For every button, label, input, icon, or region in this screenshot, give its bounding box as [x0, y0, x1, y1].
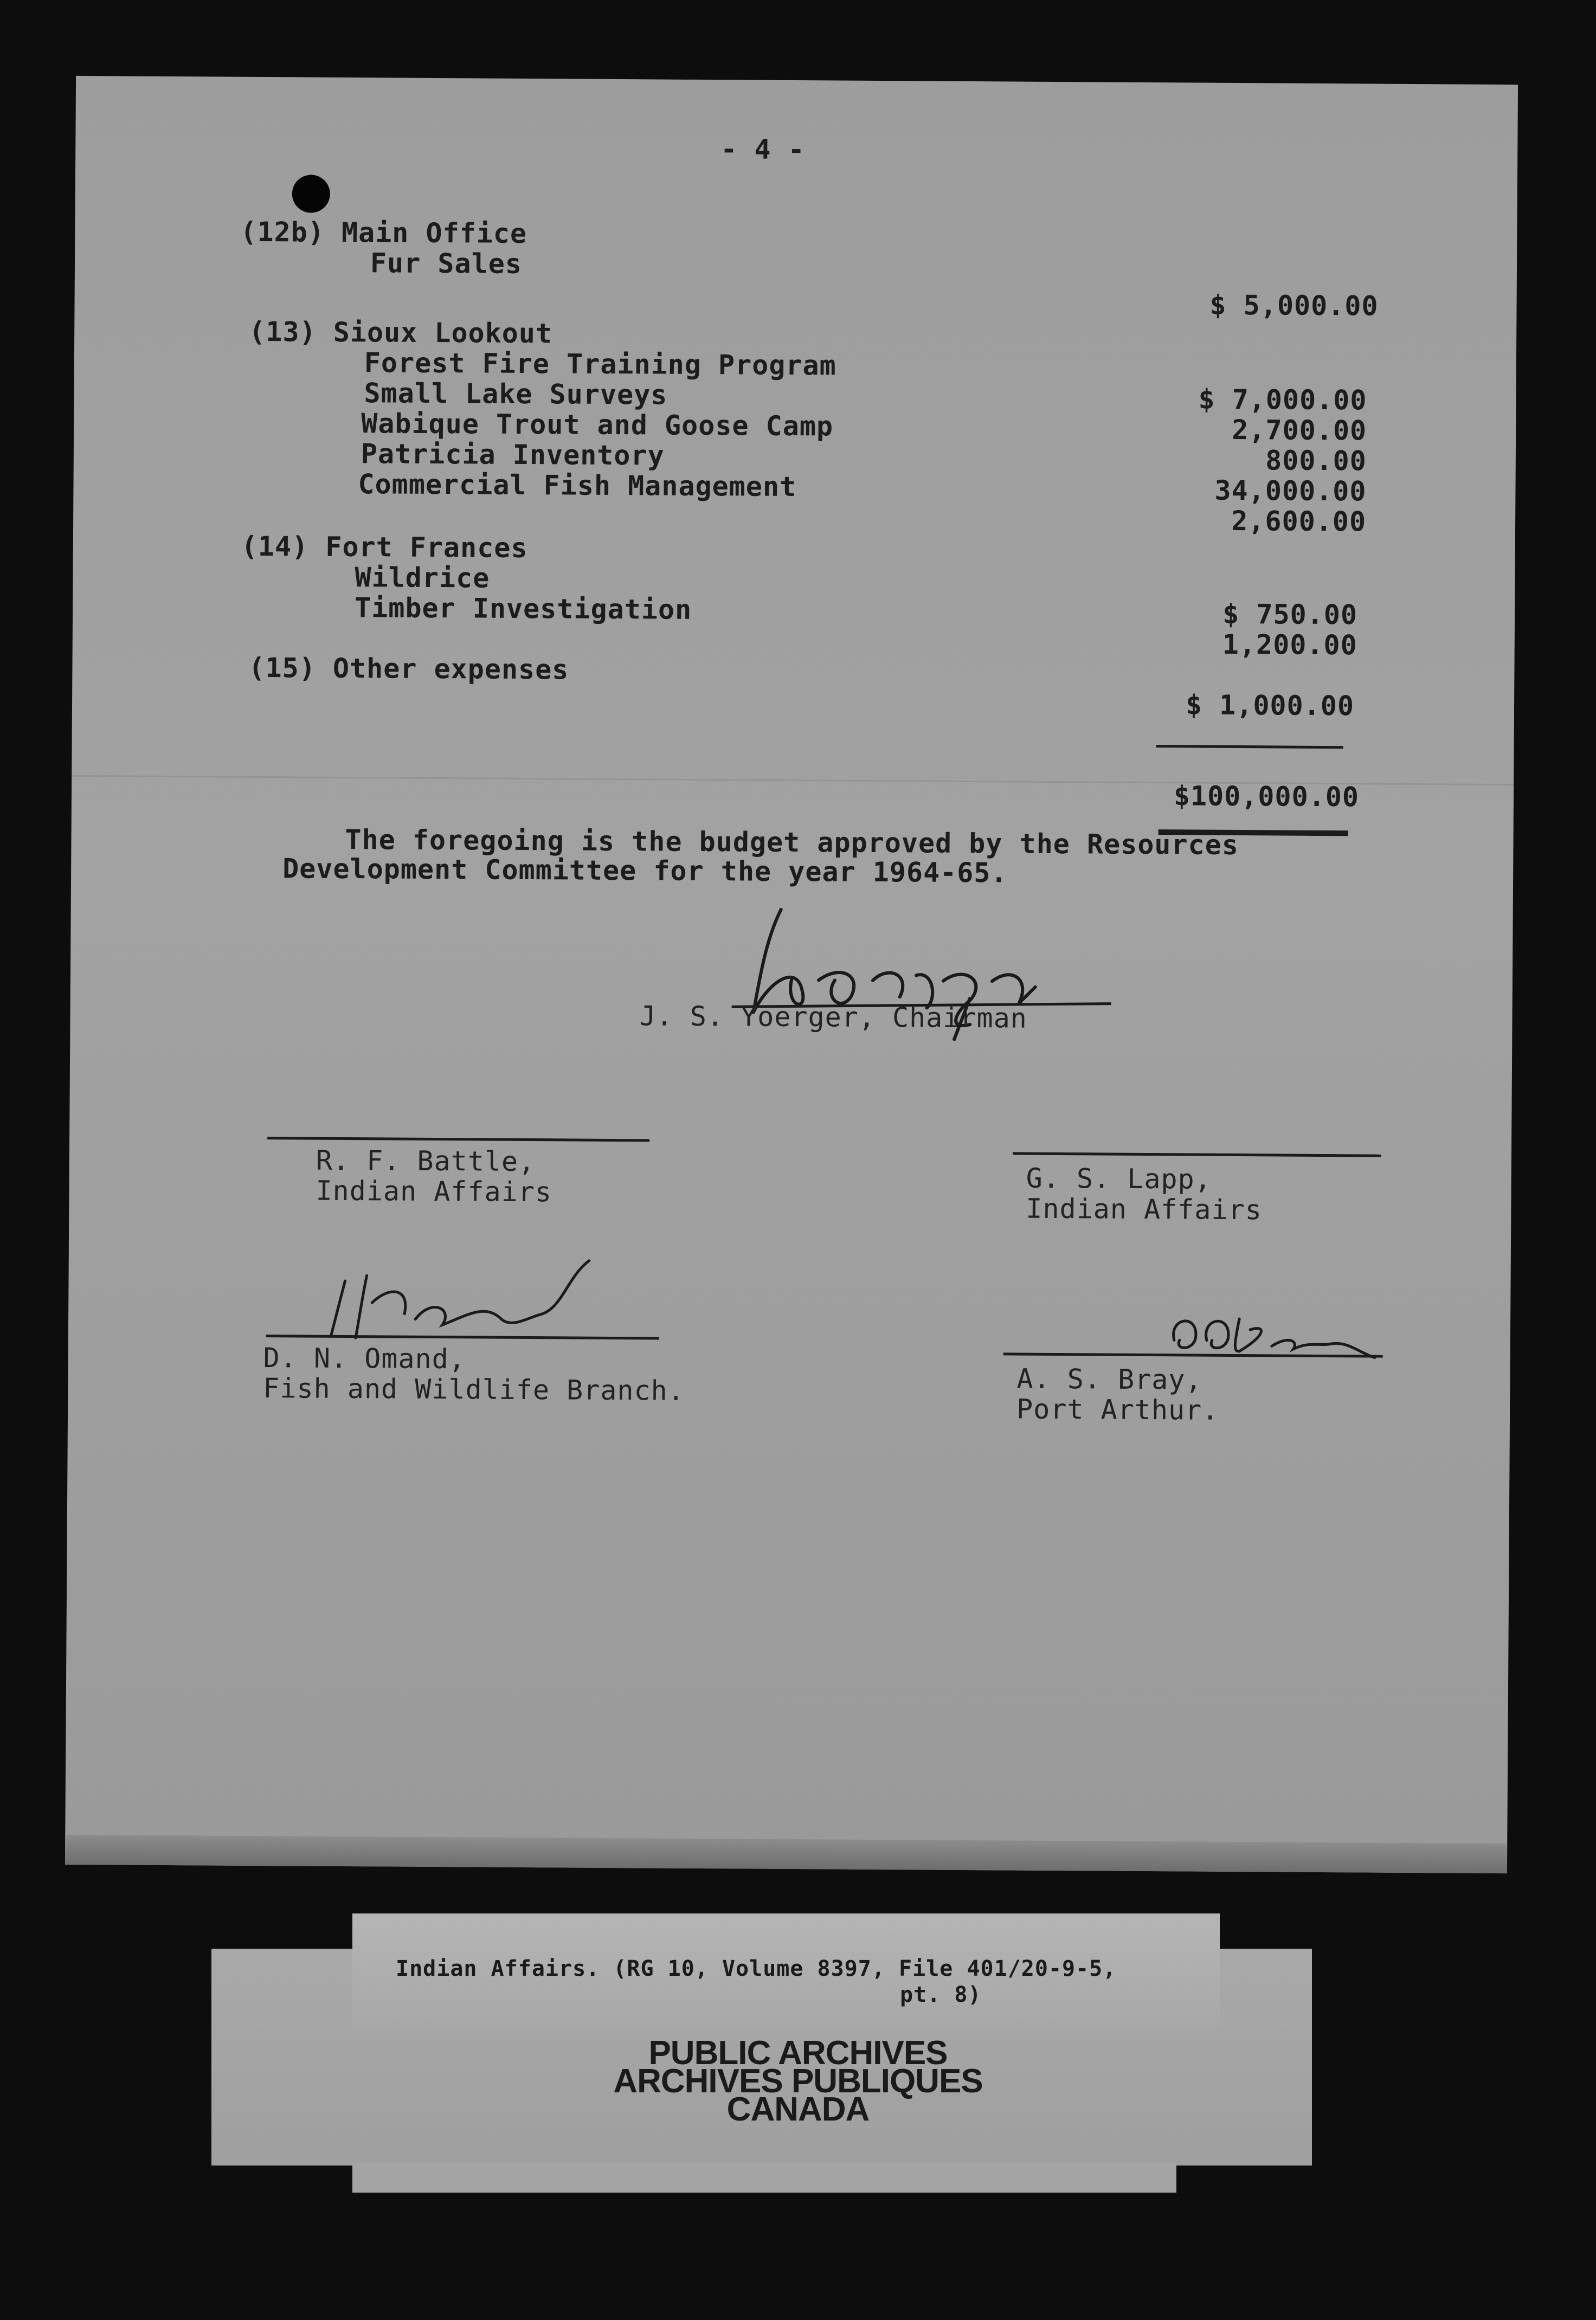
total-amount: $100,000.00	[1173, 780, 1360, 813]
line-item: Small Lake Surveys	[364, 377, 668, 411]
line-amount: 2,700.00	[1232, 414, 1367, 447]
archive-reference-line1: Indian Affairs. (RG 10, Volume 8397, File 401/20-9-5,	[396, 1956, 1117, 1981]
line-amount: $ 1,000.00	[1185, 689, 1355, 722]
approval-statement-line1: The foregoing is the budget approved by the Resources	[345, 823, 1239, 861]
line-item: Timber Investigation	[354, 592, 692, 626]
signatory-org: Fish and Wildlife Branch.	[263, 1372, 685, 1407]
section-heading: (13) Sioux Lookout	[249, 315, 553, 350]
chairman-signature	[76, 76, 1518, 85]
line-item: Wabique Trout and Goose Camp	[361, 408, 834, 442]
signatory-name: R. F. Battle,	[316, 1144, 536, 1178]
signatory-org: Indian Affairs	[1026, 1193, 1262, 1226]
signatory-name: G. S. Lapp,	[1026, 1162, 1212, 1195]
approval-statement-line2: Development Committee for the year 1964-65.	[282, 853, 1008, 889]
line-amount: 800.00	[1265, 444, 1367, 477]
section-heading: (15) Other expenses	[248, 652, 569, 686]
page-number: - 4 -	[720, 133, 805, 166]
archive-reference-line2: pt. 8)	[900, 1982, 982, 2007]
signatory-org: Port Arthur.	[1016, 1393, 1219, 1426]
archive-stamp-bottom	[352, 2163, 1176, 2193]
signatory-name: A. S. Bray,	[1016, 1363, 1202, 1396]
signatory-name: D. N. Omand,	[263, 1342, 466, 1375]
page-edge	[65, 1835, 1507, 1873]
line-amount: $ 5,000.00	[1209, 289, 1379, 322]
line-amount: 2,600.00	[1231, 505, 1367, 538]
line-item: Patricia Inventory	[361, 438, 665, 472]
archive-stamp-line2: ARCHIVES PUBLIQUES	[613, 2063, 983, 2100]
line-item: Commercial Fish Management	[358, 468, 797, 503]
bray-signature	[76, 76, 1518, 85]
line-item: Fur Sales	[370, 247, 523, 280]
section-heading: (12b) Main Office	[240, 216, 527, 249]
chairman-name: J. S. Yoerger, Chairman	[639, 1000, 1028, 1034]
section-heading: (14) Fort Frances	[241, 530, 528, 564]
punch-hole	[292, 175, 330, 212]
signature-line	[267, 1137, 649, 1142]
line-amount: $ 7,000.00	[1198, 383, 1367, 416]
archive-stamp-line1: PUBLIC ARCHIVES	[648, 2034, 948, 2072]
line-amount: $ 750.00	[1222, 598, 1358, 631]
line-amount: 1,200.00	[1222, 628, 1357, 661]
subtotal-rule	[1156, 745, 1343, 749]
signature-line	[1013, 1152, 1381, 1157]
line-item: Forest Fire Training Program	[364, 347, 836, 382]
archive-label-card	[352, 1913, 1220, 2027]
archive-stamp-line3: CANADA	[726, 2091, 870, 2128]
document-page	[65, 76, 1518, 1873]
omand-signature	[76, 76, 1518, 85]
line-item: Wildrice	[355, 562, 490, 594]
signatory-org: Indian Affairs	[316, 1175, 552, 1208]
line-amount: 34,000.00	[1214, 474, 1367, 507]
